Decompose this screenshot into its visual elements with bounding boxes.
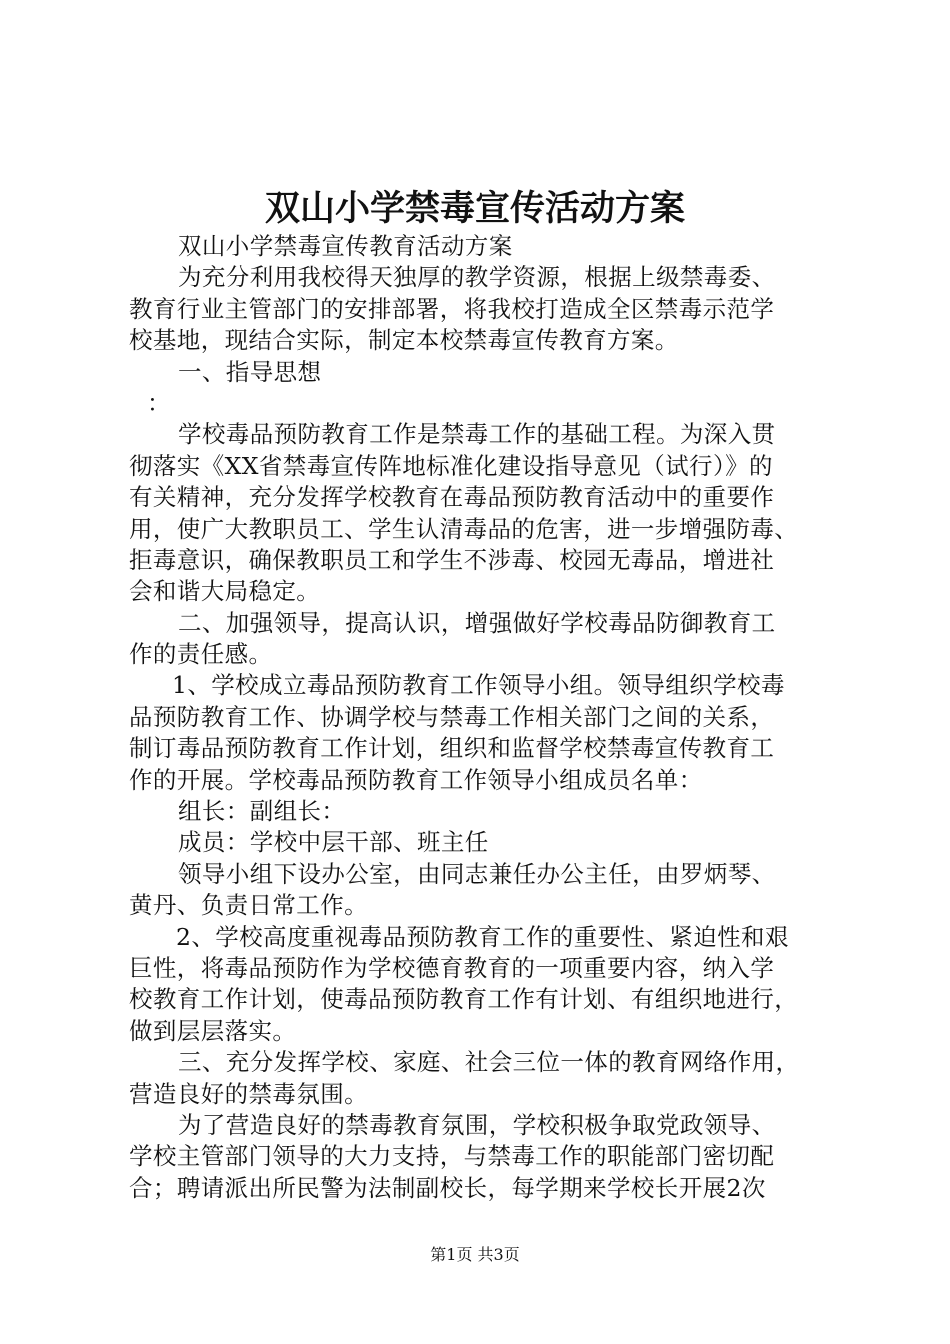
section-heading: 三、充分发挥学校、家庭、社会三位一体的教育网络作用，	[178, 1048, 800, 1077]
paragraph-line: 有关精神，充分发挥学校教育在毒品预防教育活动中的重要作	[129, 483, 775, 512]
paragraph-line: 会和谐大局稳定。	[129, 577, 321, 606]
paragraph-line: 巨性，将毒品预防作为学校德育教育的一项重要内容，纳入学	[129, 953, 775, 982]
section-heading: 二、加强领导，提高认识，增强做好学校毒品防御教育工	[178, 608, 776, 637]
paragraph-line: 作的责任感。	[129, 640, 273, 669]
paragraph-line: 品预防教育工作、协调学校与禁毒工作相关部门之间的关系，	[129, 702, 775, 731]
paragraph-line: 为了营造良好的禁毒教育氛围，学校积极争取党政领导、	[178, 1110, 776, 1139]
paragraph-line: 校教育工作计划，使毒品预防教育工作有计划、有组织地进行，	[129, 985, 799, 1014]
paragraph-line: 合；聘请派出所民警为法制副校长，每学期来学校长开展2次	[129, 1173, 766, 1202]
paragraph-line: 校基地，现结合实际，制定本校禁毒宣传教育方案。	[129, 326, 679, 355]
section-heading: 一、指导思想	[178, 357, 322, 386]
document-body	[129, 231, 829, 1204]
paragraph-line: 领导小组下设办公室，由同志兼任办公主任，由罗炳琴、	[178, 859, 776, 888]
paragraph-line: 学校毒品预防教育工作是禁毒工作的基础工程。为深入贯	[178, 420, 776, 449]
paragraph-line: 拒毒意识，确保教职员工和学生不涉毒、校园无毒品，增进社	[129, 545, 775, 574]
paragraph-line: 制订毒品预防教育工作计划，组织和监督学校禁毒宣传教育工	[129, 734, 775, 763]
paragraph-line: 营造良好的禁毒氛围。	[129, 1079, 368, 1108]
paragraph-line: 2、学校高度重视毒品预防教育工作的重要性、紧迫性和艰	[176, 922, 789, 951]
paragraph-line: 彻落实《XX省禁毒宣传阵地标准化建设指导意见（试行）》的	[129, 451, 773, 480]
paragraph-line: 为充分利用我校得天独厚的教学资源，根据上级禁毒委、	[178, 263, 776, 292]
paragraph-line: 1、学校成立毒品预防教育工作领导小组。领导组织学校毒	[172, 671, 785, 700]
paragraph-line: 作的开展。学校毒品预防教育工作领导小组成员名单：	[129, 765, 703, 794]
paragraph-line: 黄丹、负责日常工作。	[129, 891, 368, 920]
page-footer: 第1页 共3页	[430, 1245, 520, 1264]
document-title: 双山小学禁毒宣传活动方案	[264, 188, 685, 229]
paragraph-line: 做到层层落实。	[129, 1016, 297, 1045]
paragraph-line: 学校主管部门领导的大力支持，与禁毒工作的职能部门密切配	[129, 1142, 775, 1171]
paragraph-line: 组长：副组长：	[178, 797, 346, 826]
paragraph-line: 教育行业主管部门的安排部署，将我校打造成全区禁毒示范学	[129, 294, 775, 323]
paragraph-line: ：	[147, 388, 171, 417]
subtitle-line: 双山小学禁毒宣传教育活动方案	[178, 232, 513, 260]
paragraph-line: 成员：学校中层干部、班主任	[178, 828, 489, 857]
paragraph-line: 用，使广大教职员工、学生认清毒品的危害，进一步增强防毒、	[129, 514, 799, 543]
